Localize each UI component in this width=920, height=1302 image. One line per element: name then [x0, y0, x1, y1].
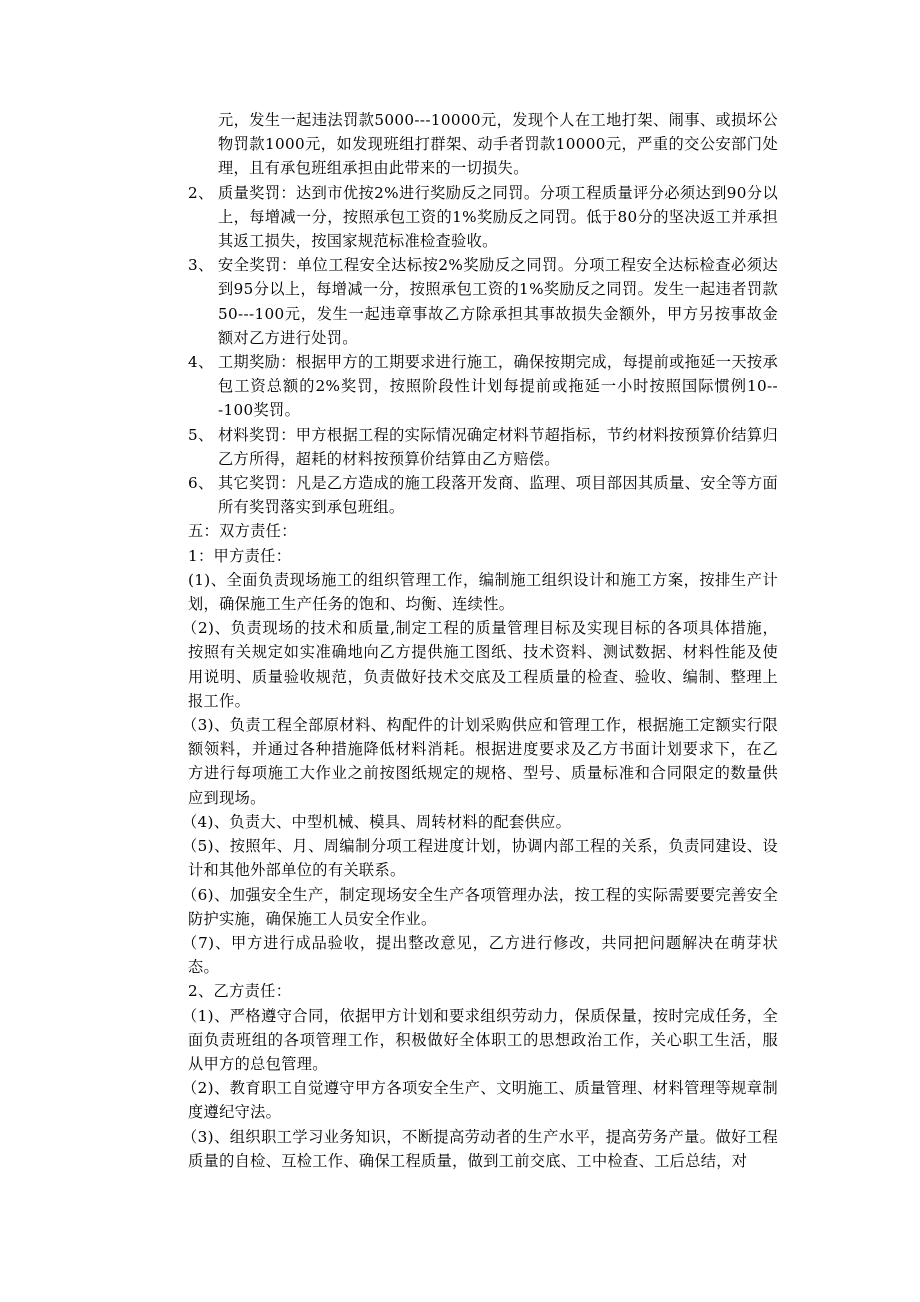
party-b-item-2: （2)、教育职工自觉遵守甲方各项安全生产、文明施工、质量管理、材料管理等规章制度遵纪守法。	[182, 1079, 778, 1122]
document-page	[182, 108, 778, 1173]
item-text: 工期奖励：根据甲方的工期要求进行施工，确保按期完成，每提前或拖延一天按承包工资总额的2%奖罚，按照阶段性计划每提前或拖延一小时按照国际惯例10---100奖罚。	[218, 353, 778, 420]
item-number: 5、	[188, 425, 214, 444]
reward-item-3	[188, 253, 778, 350]
item-number: 4、	[188, 353, 214, 372]
item-number: 3、	[188, 256, 214, 275]
item-text: 安全奖罚：单位工程安全达标按2%奖励反之同罚。分项工程安全达标检查必须达到95分以上，每增减一分，按照承包工资的1%奖励反之同罚。发生一起违者罚款50---100元，发生一起违章事故乙方除承担其事故损失金额外，甲方另按事故金额对乙方进行处罚。	[218, 256, 778, 347]
section-five-heading: 五：双方责任：	[188, 522, 297, 541]
party-a-item-7: （7)、甲方进行成品验收，提出整改意见，乙方进行修改，共同把问题解决在萌芽状态。	[182, 933, 778, 977]
party-b-item-3: （3)、组织职工学习业务知识，不断提高劳动者的生产水平，提高劳务产量。做好工程质量的自检、互检工作、确保工程质量，做到工前交底、工中检查、工后总结，对	[182, 1127, 778, 1170]
party-a-item-3: （3)、负责工程全部原材料、构配件的计划采购供应和管理工作，根据施工定额实行限额领料，并通过各种措施降低材料消耗。根据进度要求及乙方书面计划要求下，在乙方进行每项施工大作业之前按图纸规定的规格、型号、质量标准和合同限定的数量供应到现场。	[182, 716, 778, 807]
party-b-item-1: （1)、严格遵守合同，依据甲方计划和要求组织劳动力，保质保量，按时完成任务，全面负责班组的各项管理工作，积极做好全体职工的思想政治工作，关心职工生活，服从甲方的总包管理。	[182, 1006, 778, 1073]
reward-item-6	[188, 471, 778, 519]
item-number: 2、	[188, 183, 214, 202]
item-text: 材料奖罚：甲方根据工程的实际情况确定材料节超指标，节约材料按预算价结算归乙方所得，超耗的材料按预算价结算由乙方赔偿。	[218, 425, 778, 468]
clause-1-continuation: 元，发生一起违法罚款5000---10000元，发现个人在工地打架、闹事、或损坏公物罚款1000元，如发现班组打群架、动手者罚款10000元，严重的交公安部门处理，且有承包班组承担由此带来的一切损失。	[218, 111, 778, 178]
item-number: 6、	[188, 474, 214, 493]
item-text: 其它奖罚：凡是乙方造成的施工段落开发商、监理、项目部因其质量、安全等方面所有奖罚落实到承包班组。	[218, 474, 778, 517]
party-b-heading: 2、乙方责任：	[188, 982, 292, 1001]
party-a-item-5: （5)、按照年、月、周编制分项工程进度计划，协调内部工程的关系，负责同建设、设计和其他外部单位的有关联系。	[182, 837, 778, 880]
party-a-item-1: (1)、全面负责现场施工的组织管理工作，编制施工组织设计和施工方案，按排生产计划，确保施工生产任务的饱和、均衡、连续性。	[188, 570, 778, 614]
party-a-heading: 1：甲方责任：	[188, 546, 292, 565]
reward-item-4	[188, 350, 778, 423]
party-a-item-2: （2)、负责现场的技术和质量,制定工程的质量管理目标及实现目标的各项具体措施，按照有关规定如实准确地向乙方提供施工图纸、技术资料、测试数据、材料性能及使用说明、质量验收规范，负责做好技术交底及工程质量的检查、验收、编制、整理上报工作。	[182, 619, 778, 710]
reward-item-2	[188, 181, 778, 254]
item-text: 质量奖罚：达到市优按2%进行奖励反之同罚。分项工程质量评分必须达到90分以上，每增减一分，按照承包工资的1%奖励反之同罚。低于80分的坚决返工并承担其返工损失，按国家规范标准检查验收。	[218, 183, 778, 251]
reward-item-5	[188, 423, 778, 471]
party-a-item-6: （6)、加强安全生产，制定现场安全生产各项管理办法，按工程的实际需要要完善安全防护实施，确保施工人员安全作业。	[182, 885, 778, 928]
party-a-item-4: （4)、负责大、中型机械、模具、周转材料的配套供应。	[182, 812, 572, 831]
